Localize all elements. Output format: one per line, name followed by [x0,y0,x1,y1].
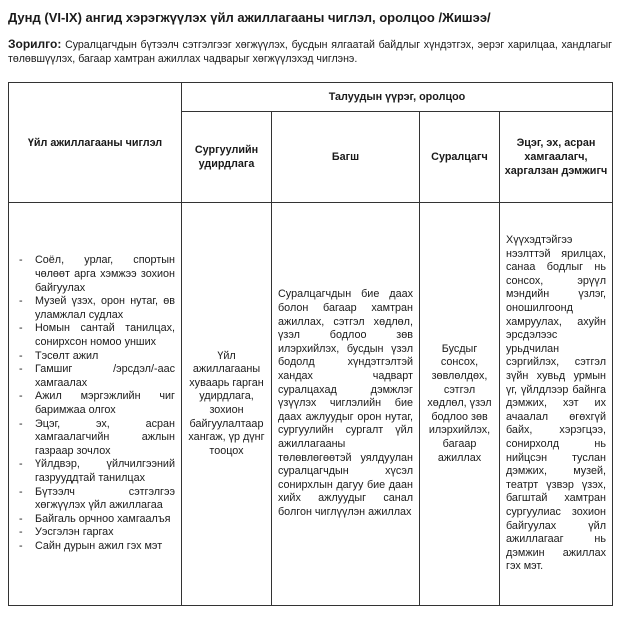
parent-cell: Хүүхэдтэйгээ нээлттэй ярилцах, санаа бодлыг нь сонсох, эрүүл мэндийн үзлэг, оношилгоонд хамруулах, ахуйн эрсдэлээс урьдчилан сэргийлэх, сэтгэл зүйн хувьд урмын үг, үйлдлээр байнга дэмжих, хэт их ачаалал өгөхгүй байх, хэрэгцээ, сонирхолд нь нийцсэн туслан дэмжих, музей, театрт үзвэр үзэх, багштай хамтран сургуулиас зохион байгуулах үйл ажиллагааг нь дэмжин ажиллах гэх мэт. [500,203,613,606]
activities-list [15,254,175,553]
header-teacher: Багш [272,112,420,203]
list-item: - Гамшиг /эрсдэл/-аас хамгаалах [19,363,175,390]
header-direction: Үйл ажиллагааны чиглэл [9,83,182,203]
teacher-cell: Суралцагчдын бие даах болон багаар хамтран ажиллах, сэтгэл хөдлөл, үзэл бодлоо зөв илэрхийлэх, бусдын үзэл бодолд хүндэтгэлтэй хандах чадварт суралцахад дэмжлэг үзүүлэх чиглэлийн бие даах ажлуудыг орон нутаг, сургуулийн сургалт үйл ажиллагааны төлөвлөгөөтэй уялдуулан суралцагчдын хүсэл сонирхлын дагуу бие даан хийх ажлуудыг санал болгон чиглүүлэн ажиллах [272,203,420,606]
activities-cell [9,203,182,606]
student-cell: Бусдыг сонсох, зөвлөлдөх, сэтгэл хөдлөл, үзэл бодлоо зөв илэрхийлэх, багаар ажиллах [420,203,500,606]
list-item: - Соёл, урлаг, спортын чөлөөт арга хэмжээ зохион байгуулах [19,254,175,295]
list-item: - Сайн дурын ажил гэх мэт [19,540,175,554]
list-item: - Бүтээлч сэтгэлгээ хөгжүүлэх үйл ажиллагаа [19,486,175,513]
list-item: - Тэсөлт ажил [19,350,175,364]
header-group: Талуудын үүрэг, оролцоо [182,83,613,112]
goal-label: Зорилго: [8,37,62,51]
activities-table [8,82,613,606]
list-item: - Үйлдвэр, үйлчилгээний газрууддтай танилцах [19,458,175,485]
list-item: - Уэсгэлэн гаргах [19,526,175,540]
page-title: Дунд (VI-IX) ангид хэрэгжүүлэх үйл ажиллагааны чиглэл, оролцоо /Жишээ/ [8,10,491,25]
list-item: - Байгаль орчноо хамгаалъя [19,513,175,527]
list-item: - Эцэг, эх, асран хамгаалагчийн ажлын газраар зочлох [19,418,175,459]
goal-text: Суралцагчдын бүтээлч сэтгэлгээг хөгжүүлэх, бусдын ялгаатай байдлыг хүндэтгэх, эерэг харилцаа, хандлагыг төлөвшүүлэх, багаар хамтран ажиллах чадварыг хөгжүүлэхэд чиглэнэ. [8,39,613,65]
list-item: - Номын сантай танилцах, сонирхсон номоо унших [19,322,175,349]
goal-paragraph [8,37,612,66]
list-item: - Ажил мэргэжлийн чиг баримжаа олгох [19,390,175,417]
list-item: - Музей үзэх, орон нутаг, өв уламжлал судлах [19,295,175,322]
header-school: Сургуулийн удирдлага [182,112,272,203]
header-student: Суралцагч [420,112,500,203]
header-parent: Эцэг, эх, асран хамгаалагч, харгалзан дэмжигч [500,112,613,203]
school-cell: Үйл ажиллагааны хуваарь гарган удирдлага, зохион байгуулалтаар хангаж, үр дүнг тооцох [182,203,272,606]
